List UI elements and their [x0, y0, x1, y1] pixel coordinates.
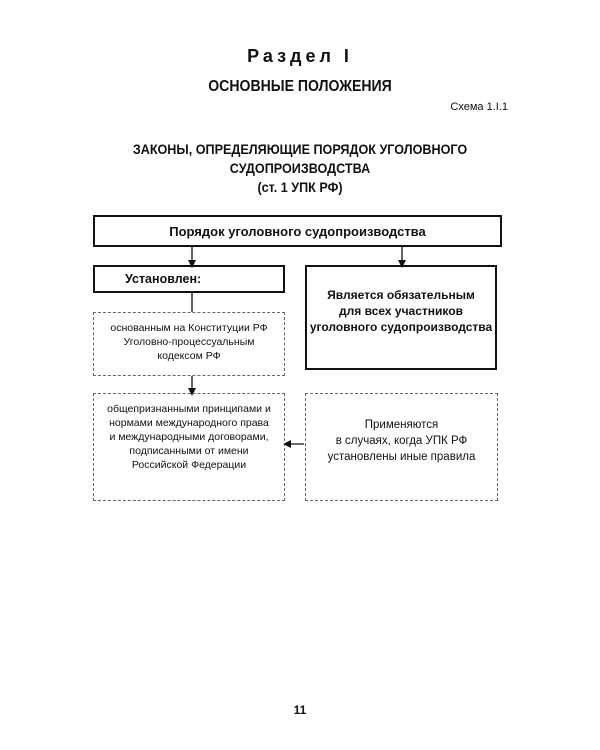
page-number: 11 [293, 703, 307, 717]
mandatory-box [305, 265, 497, 370]
scheme-number: Схема 1.I.1 [450, 101, 508, 113]
section-title: ОСНОВНЫЕ ПОЛОЖЕНИЯ [208, 78, 392, 95]
constitution-box: основанным на Конституции РФ Уголовно-процессуальным кодексом РФ [93, 312, 285, 376]
international-law-box: общепризнанными принципами и нормами международного права и международными договорами, подписанными от имени Российской Федерации [93, 393, 285, 501]
diagram-title-line3: (ст. 1 УПК РФ) [257, 179, 343, 195]
established-box: Установлен: [93, 265, 285, 293]
diagram-title-line1: ЗАКОНЫ, ОПРЕДЕЛЯЮЩИЕ ПОРЯДОК УГОЛОВНОГО [132, 141, 468, 157]
procedure-box: Порядок уголовного судопроизводства [93, 215, 502, 247]
diagram-title-line2: СУДОПРОИЗВОДСТВА [229, 160, 371, 176]
applied-rules-box: Применяются в случаях, когда УПК РФ установлены иные правила [305, 393, 498, 501]
section-label: Раздел I [247, 46, 353, 66]
mandatory-box-text: Является обязательным для всех участников уголовного судопроизводства [309, 287, 493, 334]
